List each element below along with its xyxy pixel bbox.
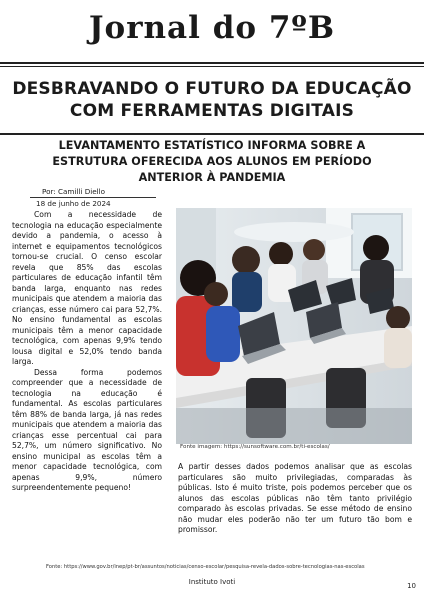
source-footnote: Fonte: https://www.gov.br/inep/pt-br/assuntos/noticias/censo-escolar/pesquisa-revela-dados-sobre-tecnologias-nas-escolas [46,564,365,570]
masthead-rule-bottom [0,66,424,67]
byline-author: Por: Camilli Diello [42,187,106,196]
left-column [12,210,162,494]
right-paragraph: A partir desses dados podemos analisar que as escolas particulares são muito privilegiadas, comparadas às públicas. Isto é muito triste, pois podemos perceber que os alunos das escolas públicas não têm tanto privilégio comparado às escolas privadas. Se esse método de ensino não mudar eles poderão não ter um futuro tão bom e promissor. [178,462,412,534]
footer-institution: Instituto Ivoti [188,578,236,586]
byline-date: 18 de junho de 2024 [30,197,156,208]
masthead [0,0,424,62]
subheadline-line-1: LEVANTAMENTO ESTATÍSTICO INFORMA SOBRE A [58,139,366,152]
subheadline-line-2: ESTRUTURA OFERECIDA AOS ALUNOS EM PERÍODO [52,155,372,168]
page-number: 10 [407,582,416,590]
photo-credit: Fonte imagem: https://sunsoftware.com.br/ti-escolas/ [180,444,330,450]
subheadline [20,138,404,186]
left-paragraph-2: Dessa forma podemos compreender que a necessidade de tecnologia na educação é fundamental. As escolas particulares têm 88% de banda larga, já nas redes municipais que atendem a maioria das crianças esse percentual cai para 52,7%, um número significativo. No ensino municipal as escolas têm a menor capacidade tecnológica, com apenas 9,9%, número surpreendentemente pequeno! [12,367,162,492]
classroom-photo-illustration [176,208,412,444]
subheadline-line-3: ANTERIOR À PANDEMIA [138,171,286,184]
headline-line-2: COM FERRAMENTAS DIGITAIS [69,101,355,121]
masthead-rule-top [0,62,424,64]
right-column [178,462,412,536]
newspaper-title: Jornal do 7ºB [88,10,336,46]
classroom-photo [176,208,412,444]
headline-rule [0,133,424,135]
byline [30,187,170,208]
headline-line-1: DESBRAVANDO O FUTURO DA EDUCAÇÃO [12,79,412,99]
left-paragraph-1: Com a necessidade de tecnologia na educação especialmente devido a pandemia, o acesso à internet e equipamentos tecnológicos tornou-se crucial. O censo escolar revela que 85% das escolas particulares de educação infantil têm banda larga, enquanto nas redes municipais que atendem a maioria das crianças, esse número cai para 52,7%. No ensino fundamental as escolas municipais têm a menor capacidade tecnológica, com apenas 9,9% tendo lousa digital e 52,0% tendo banda larga. [12,210,162,366]
headline [10,78,414,122]
